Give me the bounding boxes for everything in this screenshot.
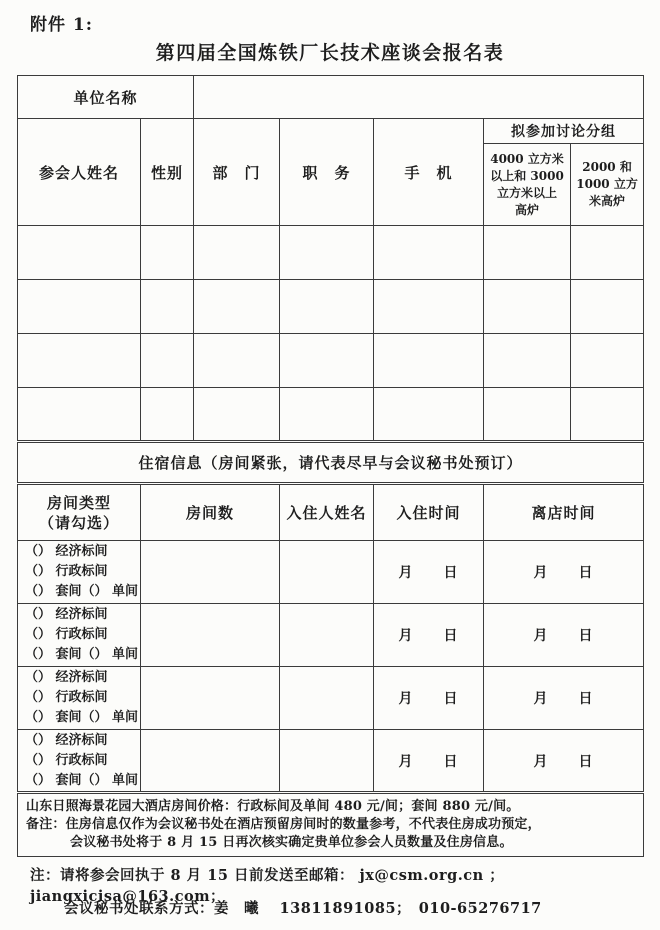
participant-cell [571, 226, 644, 280]
hotel-notes-row [18, 793, 644, 857]
hotel-notes-line: 会议秘书处将于 8 月 15 日再次核实确定贵单位参会人员数量及住房信息。 [70, 835, 513, 850]
participant-cell [374, 226, 484, 280]
attachment-label: 附件 1: [30, 15, 94, 35]
participant-cell [141, 388, 194, 442]
room-count-cell [141, 541, 280, 604]
participant-cell [374, 280, 484, 334]
room-type-option: （） 套间（） 单间 [25, 710, 139, 725]
col-header-position: 职 务 [280, 119, 374, 226]
accommodation-section-title: 住宿信息（房间紧张，请代表尽早与会议秘书处预订） [18, 442, 644, 484]
room-row [18, 730, 644, 793]
col-header-room-count: 房间数 [141, 484, 280, 541]
group-small-line: 2000 和 [582, 160, 632, 174]
room-type-option: （） 经济标间 [25, 607, 108, 622]
participant-cell [484, 334, 571, 388]
group-large-line: 4000 立方米 [490, 151, 564, 166]
participant-cell [18, 280, 141, 334]
room-count-cell [141, 604, 280, 667]
participant-cell [280, 226, 374, 280]
checkout-cell: 月 日 [484, 604, 644, 667]
participant-cell [484, 280, 571, 334]
room-type-cell [18, 604, 141, 667]
col-header-mobile: 手 机 [374, 119, 484, 226]
participant-cell [484, 388, 571, 442]
col-header-department: 部 门 [194, 119, 280, 226]
participant-cell [194, 388, 280, 442]
room-row [18, 541, 644, 604]
room-type-option: （） 行政标间 [25, 627, 108, 642]
room-type-option: （） 套间（） 单间 [25, 584, 139, 599]
checkout-cell: 月 日 [484, 667, 644, 730]
col-header-gender: 性别 [141, 119, 194, 226]
group-small-line: 1000 立方 [576, 177, 638, 191]
checkin-cell: 月 日 [374, 604, 484, 667]
footer-note-line2: 会议秘书处联系方式：姜 曦 13811891085； 010-65276717 [64, 900, 542, 917]
participant-cell [141, 280, 194, 334]
participant-cell [18, 334, 141, 388]
room-type-option: （） 套间（） 单间 [25, 772, 139, 788]
group-large-line: 立方米以上 [497, 185, 558, 200]
checkin-cell: 月 日 [374, 730, 484, 793]
col-header-room-type [18, 484, 141, 541]
checkout-cell: 月 日 [484, 730, 644, 793]
col-header-group-large [484, 144, 571, 226]
room-type-option: （） 经济标间 [25, 670, 108, 685]
unit-name-value-cell [194, 76, 644, 119]
participant-cell [141, 226, 194, 280]
col-header-guest-name: 入住人姓名 [280, 484, 374, 541]
room-count-cell [141, 730, 280, 793]
room-type-option: （） 行政标间 [25, 690, 108, 705]
room-type-option: （） 经济标间 [25, 544, 108, 559]
room-row [18, 604, 644, 667]
room-type-option: （） 套间（） 单间 [25, 647, 139, 662]
participants-header-row [18, 119, 644, 144]
accommodation-header-row [18, 484, 644, 541]
room-type-header-line: 房间类型 [46, 493, 111, 512]
checkout-cell: 月 日 [484, 541, 644, 604]
hotel-notes-line: 备注：住房信息仅作为会议秘书处在酒店预留房间时的数量参考，不代表住房成功预定， [26, 817, 541, 832]
participant-cell [194, 334, 280, 388]
group-small-line: 米高炉 [589, 194, 626, 208]
participant-cell [571, 280, 644, 334]
participant-cell [484, 226, 571, 280]
hotel-notes [18, 793, 644, 857]
unit-name-row [18, 76, 644, 119]
footer-note-line1: 注：请将参会回执于 8 月 15 日前发送至邮箱： jx@csm.org.cn ；jiangxicisa@163.com； [30, 867, 505, 905]
participant-cell [280, 388, 374, 442]
room-type-cell [18, 730, 141, 793]
room-type-cell [18, 667, 141, 730]
participant-cell [374, 334, 484, 388]
page-title: 第四届全国炼铁厂长技术座谈会报名表 [155, 42, 505, 64]
group-large-line: 以上和 3000 [490, 168, 564, 183]
col-header-name: 参会人姓名 [18, 119, 141, 226]
accommodation-section-row [18, 442, 644, 484]
checkin-cell: 月 日 [374, 541, 484, 604]
room-type-option: （） 行政标间 [25, 752, 108, 768]
col-header-checkout: 离店时间 [484, 484, 644, 541]
col-header-discussion-group: 拟参加讨论分组 [484, 119, 644, 144]
participant-cell [571, 334, 644, 388]
registration-table [17, 75, 644, 857]
hotel-notes-line: 山东日照海景花园大酒店房间价格：行政标间及单间 480 元/间；套间 880 元/间。 [26, 799, 520, 814]
unit-name-label: 单位名称 [18, 76, 194, 119]
room-row [18, 667, 644, 730]
participant-cell [194, 226, 280, 280]
guest-name-cell [280, 604, 374, 667]
col-header-group-small [571, 144, 644, 226]
room-type-cell [18, 541, 141, 604]
participant-cell [280, 280, 374, 334]
participant-cell [571, 388, 644, 442]
participant-cell [18, 388, 141, 442]
room-type-option: （） 经济标间 [25, 732, 108, 748]
guest-name-cell [280, 541, 374, 604]
col-header-checkin: 入住时间 [374, 484, 484, 541]
participant-row [18, 388, 644, 442]
room-type-option: （） 行政标间 [25, 564, 108, 579]
participant-cell [194, 280, 280, 334]
participant-row [18, 334, 644, 388]
participant-cell [374, 388, 484, 442]
guest-name-cell [280, 730, 374, 793]
participant-cell [141, 334, 194, 388]
participant-cell [18, 226, 141, 280]
participant-row [18, 226, 644, 280]
group-large-line: 高炉 [515, 202, 540, 217]
participant-cell [280, 334, 374, 388]
participant-row [18, 280, 644, 334]
checkin-cell: 月 日 [374, 667, 484, 730]
room-type-header-line: （请勾选） [38, 513, 119, 532]
guest-name-cell [280, 667, 374, 730]
room-count-cell [141, 667, 280, 730]
